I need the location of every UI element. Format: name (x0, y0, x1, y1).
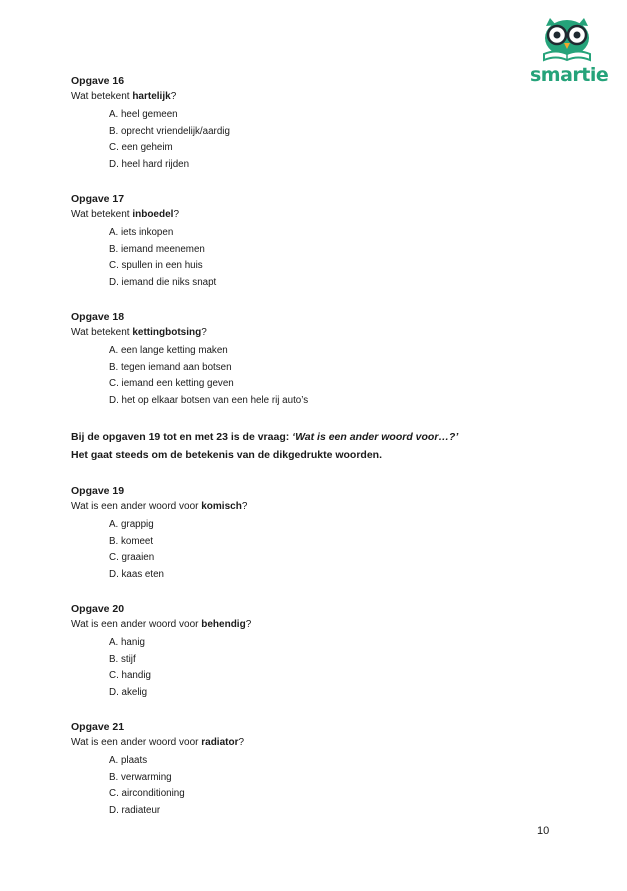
answer-option: C. graaien (109, 552, 155, 563)
answer-option: A. hanig (109, 637, 145, 648)
answer-option: C. handig (109, 670, 151, 681)
logo-text: smartie (530, 64, 609, 86)
question-text (71, 617, 571, 633)
answer-option: C. spullen in een huis (109, 260, 203, 271)
answer-options (109, 635, 571, 701)
question-text (71, 89, 571, 105)
answer-option: A. een lange ketting maken (109, 345, 228, 356)
question-keyword: inboedel (132, 209, 174, 220)
question-suffix: ? (173, 209, 180, 220)
question-text (71, 207, 571, 223)
answer-option: B. stijf (109, 653, 136, 665)
question-keyword: kettingbotsing (132, 327, 202, 338)
owl-icon (536, 16, 598, 64)
question-keyword: komisch (201, 501, 242, 512)
question-suffix: ? (245, 619, 252, 630)
question-keyword: behendig (201, 619, 246, 630)
question-block (71, 602, 571, 701)
instruction-line-1 (71, 428, 571, 446)
question-suffix: ? (238, 737, 245, 748)
question-prefix: Wat betekent (71, 91, 133, 102)
question-title: Opgave 17 (71, 193, 125, 205)
question-title: Opgave 19 (71, 485, 125, 497)
answer-option: C. iemand een ketting geven (109, 378, 234, 389)
instruction-question: ‘Wat is een ander woord voor…?’ (292, 431, 459, 443)
question-keyword: radiator (201, 737, 239, 748)
answer-options (109, 225, 571, 291)
answer-option: B. oprecht vriendelijk/aardig (109, 125, 230, 137)
question-block (71, 310, 571, 409)
question-title: Opgave 21 (71, 721, 125, 733)
question-keyword: hartelijk (132, 91, 171, 102)
question-block (71, 484, 571, 583)
question-title: Opgave 18 (71, 311, 125, 323)
question-list (71, 74, 571, 838)
question-prefix: Wat betekent (71, 209, 133, 220)
answer-options (109, 343, 571, 409)
answer-option: B. verwarming (109, 771, 172, 783)
page-number: 10 (537, 825, 550, 837)
instruction-text: Bij de opgaven 19 tot en met 23 is de vraag: (71, 431, 293, 443)
answer-options (109, 107, 571, 173)
answer-option: C. een geheim (109, 142, 173, 153)
question-suffix: ? (241, 501, 248, 512)
answer-option: A. grappig (109, 519, 154, 530)
question-suffix: ? (201, 327, 207, 338)
answer-option: C. airconditioning (109, 788, 185, 799)
question-block (71, 74, 571, 173)
answer-option: B. komeet (109, 535, 154, 547)
question-text (71, 499, 571, 515)
section-instructions (71, 428, 571, 464)
answer-options (109, 753, 571, 819)
question-prefix: Wat is een ander woord voor (71, 619, 202, 630)
answer-option: A. heel gemeen (109, 109, 178, 120)
answer-option: A. plaats (109, 755, 148, 766)
answer-option: D. heel hard rijden (109, 158, 190, 170)
question-block (71, 720, 571, 819)
answer-option: B. tegen iemand aan botsen (109, 361, 232, 373)
answer-option: A. iets inkopen (109, 227, 174, 238)
answer-option: B. iemand meenemen (109, 243, 205, 255)
question-prefix: Wat is een ander woord voor (71, 501, 202, 512)
question-title: Opgave 20 (71, 603, 125, 615)
answer-option: D. akelig (109, 686, 148, 698)
answer-option: D. radiateur (109, 804, 161, 816)
question-prefix: Wat betekent (71, 327, 133, 338)
question-text (71, 735, 571, 751)
instruction-line-2: Het gaat steeds om de betekenis van de dikgedrukte woorden. (71, 449, 383, 461)
question-prefix: Wat is een ander woord voor (71, 737, 202, 748)
question-title: Opgave 16 (71, 75, 125, 87)
answer-option: D. kaas eten (109, 568, 165, 580)
answer-option: D. iemand die niks snapt (109, 276, 217, 288)
question-text (71, 325, 571, 341)
question-block (71, 192, 571, 291)
answer-options (109, 517, 571, 583)
answer-option: D. het op elkaar botsen van een hele rij auto’s (109, 394, 309, 406)
question-suffix: ? (170, 91, 177, 102)
